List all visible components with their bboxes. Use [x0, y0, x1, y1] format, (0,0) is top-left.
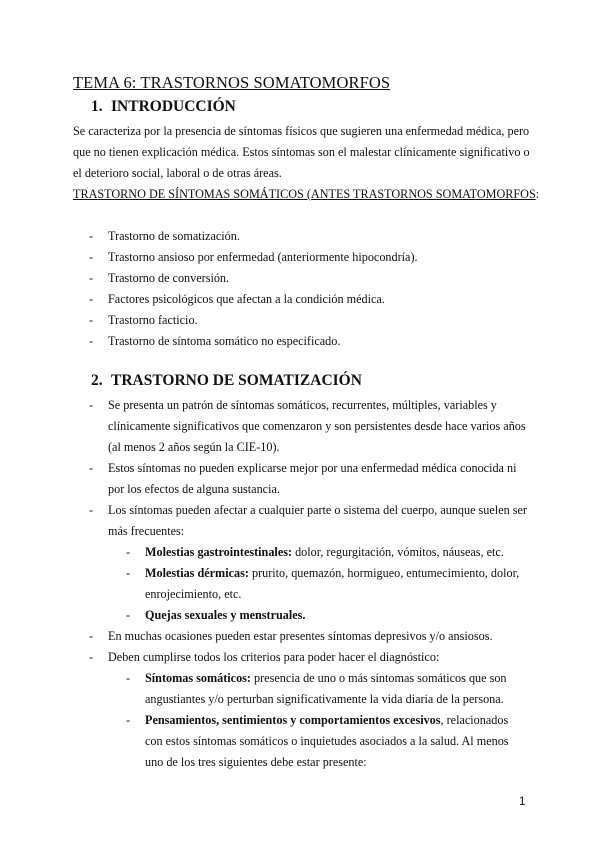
page-number: 1: [519, 796, 526, 808]
list-item: - Trastorno de síntoma somático no especificado.: [108, 331, 528, 352]
list-item: - Trastorno de conversión.: [108, 268, 528, 289]
list-dash: -: [89, 461, 94, 475]
list-dash: -: [89, 292, 94, 306]
document-title: TEMA 6: TRASTORNOS SOMATOMORFOS: [73, 73, 391, 92]
section-2-number: 2.: [91, 372, 103, 389]
list-dash: -: [89, 650, 94, 664]
list-item: - Trastorno de somatización.: [108, 226, 528, 247]
list-dash: -: [89, 250, 94, 264]
sublist-item: - Quejas sexuales y menstruales.: [145, 605, 528, 626]
sublist-item: - Síntomas somáticos: presencia de uno o más síntomas somáticos que son angustiantes y/o perturban significativamente la vida diaria de la persona.: [145, 668, 528, 710]
section-2-heading: [91, 372, 362, 390]
somatization-list: [0, 395, 600, 773]
list-dash: -: [126, 713, 131, 727]
sublist-item: - Molestias dérmicas: prurito, quemazón, hormigueo, entumecimiento, dolor, enrojecimiento, etc.: [145, 563, 528, 605]
list-item: - En muchas ocasiones pueden estar presentes síntomas depresivos y/o ansiosos.: [108, 626, 528, 647]
list-item: - Trastorno ansioso por enfermedad (anteriormente hipocondría).: [108, 247, 528, 268]
list-dash: -: [89, 313, 94, 327]
list-dash: -: [89, 629, 94, 643]
sublist-item: - Pensamientos, sentimientos y comportamientos excesivos, relacionados con estos síntomas somáticos o inquietudes asociados a la salud. Al menos uno de los tres siguientes debe estar presente:: [145, 710, 528, 773]
list-item: - Los síntomas pueden afectar a cualquier parte o sistema del cuerpo, aunque suelen ser más frecuentes:: [108, 500, 528, 542]
section-1-number: 1.: [91, 98, 103, 115]
subsection-heading-text: TRASTORNO DE SÍNTOMAS SOMÁTICOS (ANTES TRASTORNOS SOMATOMORFOS: [73, 187, 536, 201]
subsection-heading-colon: :: [535, 187, 540, 201]
list-dash: -: [126, 545, 131, 559]
list-dash: -: [126, 566, 131, 580]
list-dash: -: [89, 229, 94, 243]
list-item: - Factores psicológicos que afectan a la condición médica.: [108, 289, 528, 310]
list-dash: -: [89, 334, 94, 348]
list-dash: -: [89, 271, 94, 285]
sublist-item: - Molestias gastrointestinales: dolor, regurgitación, vómitos, náuseas, etc.: [145, 542, 528, 563]
section-1-title: INTRODUCCIÓN: [111, 98, 236, 115]
list-item: - Deben cumplirse todos los criterios para poder hacer el diagnóstico:: [108, 647, 528, 668]
section-1-heading: [91, 98, 236, 116]
section-2-title: TRASTORNO DE SOMATIZACIÓN: [111, 372, 362, 389]
list-dash: -: [126, 608, 131, 622]
subsection-heading: [73, 184, 543, 205]
list-dash: -: [89, 503, 94, 517]
list-item: - Estos síntomas no pueden explicarse mejor por una enfermedad médica conocida ni por los efectos de alguna sustancia.: [108, 458, 528, 500]
list-dash: -: [126, 671, 131, 685]
list-item: - Se presenta un patrón de síntomas somáticos, recurrentes, múltiples, variables y clínicamente significativos que comenzaron y son persistentes desde hace varios años (al menos 2 años según la CIE-10).: [108, 395, 528, 458]
list-item: - Trastorno facticio.: [108, 310, 528, 331]
disorders-list: [0, 226, 600, 352]
list-dash: -: [89, 398, 94, 412]
intro-paragraph: Se caracteriza por la presencia de síntomas físicos que sugieren una enfermedad médica, pero que no tienen explicación médica. Estos síntomas son el malestar clínicamente significativo o el deterioro social, laboral o de otras áreas.: [73, 124, 530, 180]
